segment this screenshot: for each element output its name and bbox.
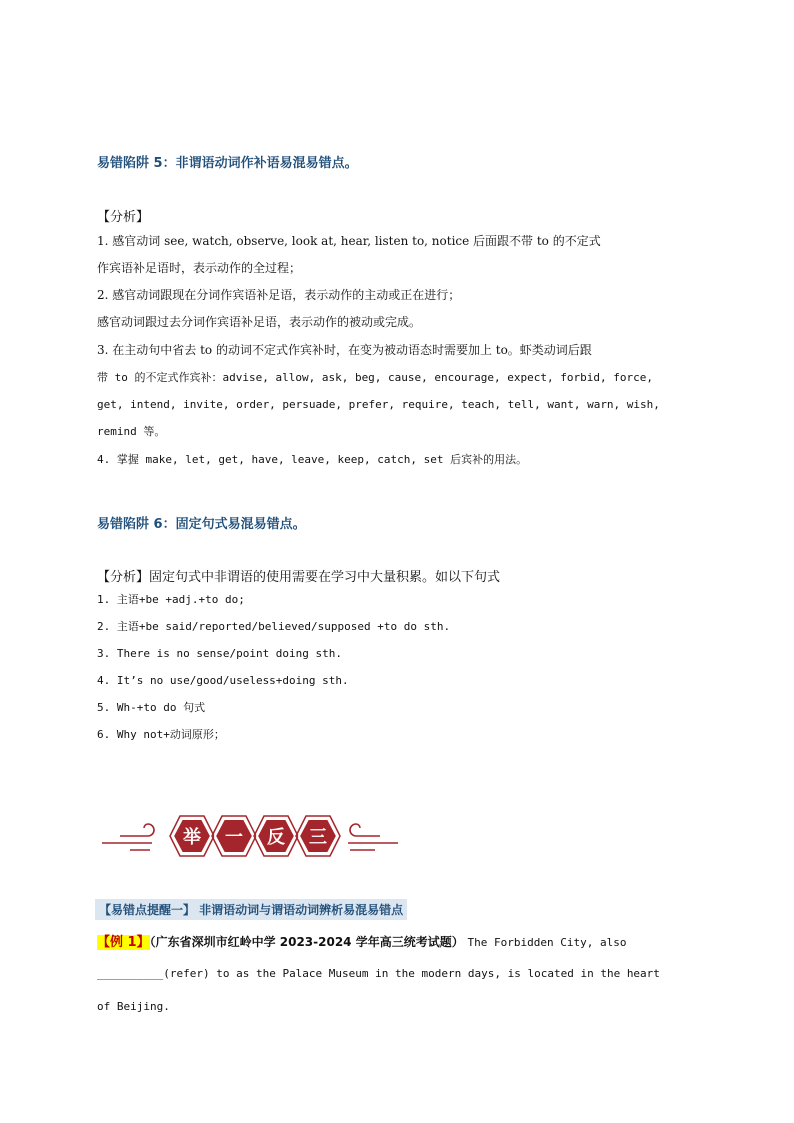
trap5-line-7: get, intend, invite, order, persuade, prefer, require, teach, tell, want, warn, wish, bbox=[97, 398, 660, 411]
trap5-line-1: 1. 感官动词 see, watch, observe, look at, hear, listen to, notice 后面跟不带 to 的不定式 bbox=[97, 234, 601, 248]
trap6-line-1: 1. 主语+be +adj.+to do; bbox=[97, 593, 245, 606]
trap5-heading: 易错陷阱 5：非谓语动词作补语易混易错点。 bbox=[97, 156, 358, 171]
example-1-line-3: of Beijing. bbox=[97, 1000, 170, 1013]
trap5-line-5: 3. 在主动句中省去 to 的动词不定式作宾补时，在变为被动语态时需要加上 to。虾类动词后跟 bbox=[97, 343, 592, 357]
example-blank[interactable]: __________ bbox=[97, 967, 164, 980]
trap6-line-2: 2. 主语+be said/reported/believed/supposed +to do sth. bbox=[97, 620, 451, 633]
trap5-line-2: 作宾语补足语时，表示动作的全过程； bbox=[97, 261, 302, 275]
example-source: （广东省深圳市红岭中学 2023-2024 学年高三统考试题） bbox=[149, 935, 464, 949]
example-1-line-1 bbox=[97, 936, 627, 949]
trap6-line-4: 4. It’s no use/good/useless+doing sth. bbox=[97, 674, 349, 687]
example-1-line-2 bbox=[97, 968, 660, 979]
trap5-line-4: 感官动词跟过去分词作宾语补足语，表示动作的被动或完成。 bbox=[97, 315, 422, 329]
trap5-line-6: 带 to 的不定式作宾补：advise, allow, ask, beg, cause, encourage, expect, forbid, force, bbox=[97, 371, 653, 384]
trap6-line-5: 5. Wh-+to do 句式 bbox=[97, 701, 206, 714]
banner-char-4: 三 bbox=[309, 827, 327, 848]
trap5-analysis-label: 【分析】 bbox=[97, 210, 150, 225]
trap5-line-8: remind 等。 bbox=[97, 425, 166, 438]
section-banner bbox=[100, 808, 400, 866]
example-text-1: The Forbidden City, also bbox=[467, 936, 627, 949]
trap5-line-9: 4. 掌握 make, let, get, have, leave, keep, catch, set 后宾补的用法。 bbox=[97, 453, 528, 466]
reminder-heading: 【易错点提醒一】 非谓语动词与谓语动词辨析易混易错点 bbox=[95, 899, 407, 920]
trap6-analysis-line: 【分析】固定句式中非谓语的使用需要在学习中大量积累。如以下句式 bbox=[97, 570, 501, 585]
example-text-2: (refer) to as the Palace Museum in the modern days, is located in the heart bbox=[163, 967, 660, 980]
banner-char-2: 一 bbox=[225, 827, 243, 848]
banner-char-1: 举 bbox=[183, 827, 201, 848]
banner-char-3: 反 bbox=[267, 827, 285, 848]
trap5-line-3: 2. 感官动词跟现在分词作宾语补足语，表示动作的主动或正在进行； bbox=[97, 288, 461, 302]
trap6-heading: 易错陷阱 6：固定句式易混易错点。 bbox=[97, 517, 306, 532]
trap6-line-6: 6. Why not+动词原形； bbox=[97, 728, 225, 741]
left-swirl-icon bbox=[102, 824, 154, 850]
trap6-line-3: 3. There is no sense/point doing sth. bbox=[97, 647, 343, 660]
example-tag: 【例 1】 bbox=[97, 935, 150, 950]
right-swirl-icon bbox=[348, 824, 398, 850]
banner-graphic bbox=[100, 808, 400, 866]
